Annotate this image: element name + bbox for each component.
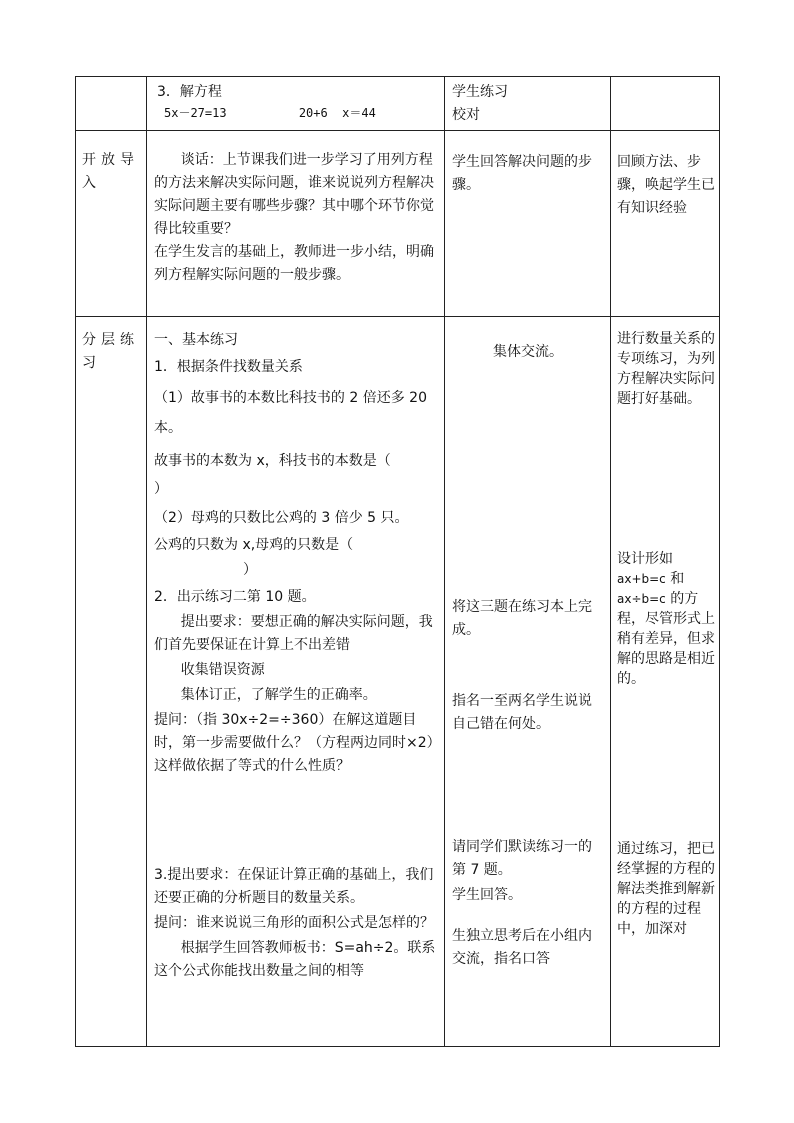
formula-ax-div-b: ax÷b=c xyxy=(617,592,666,606)
student-read: 请同学们默读练习一的第 7 题。 xyxy=(452,839,592,878)
exercise-3-requirement: 3.提出要求：在保证计算正确的基础上，我们还要正确的分析题目的数量关系。 xyxy=(154,867,434,906)
exercise-1-item-2: （2）母鸡的只数比公鸡的 3 倍少 5 只。 xyxy=(154,510,409,526)
student-cell xyxy=(445,317,611,1047)
content-cell xyxy=(147,77,445,131)
exercise-2-collect-errors: 收集错误资源 xyxy=(154,662,265,678)
section-heading: 一、基本练习 xyxy=(154,332,238,348)
content-title: 3．解方程 xyxy=(157,84,222,100)
stage-title: 开放导入 xyxy=(82,152,139,191)
intro-paragraph-1: 谈话：上节课我们进一步学习了用列方程的方法来解决实际问题，谁来说说列方程解决实际问题主要有哪些步骤？其中哪个环节你觉得比较重要？ xyxy=(154,152,434,237)
intent-forms-lead: 设计形如 xyxy=(617,551,673,567)
stage-title: 分层练习 xyxy=(82,332,139,371)
content-cell xyxy=(147,131,445,317)
content-cell xyxy=(147,317,498,1047)
student-practice: 将这三题在练习本上完成。 xyxy=(452,599,592,638)
formula-ax-plus-b: ax+b=c xyxy=(617,572,666,586)
exercise-2-question: 提问：（指 30x÷2=÷360）在解这道题目时，第一步需要做什么？（方程两边同时×2）这样做依据了等式的什么性质？ xyxy=(154,712,434,774)
student-group-discussion: 生独立思考后在小组内交流，指名口答 xyxy=(452,928,592,967)
exercise-3-board: 根据学生回答教师板书：S=ah÷2。联系这个公式你能找出数量之间的相等 xyxy=(154,940,436,979)
exercise-3-question: 提问：谁来说说三角形的面积公式是怎样的？ xyxy=(154,915,434,931)
student-cell xyxy=(445,131,611,317)
intro-paragraph-2: 在学生发言的基础上，教师进一步小结，明确列方程解实际问题的一般步骤。 xyxy=(154,244,434,283)
intent-forms-rest: 的方程，尽管形式上稍有差异，但求解的思路是相近的。 xyxy=(617,591,715,687)
exercise-2-requirement: 提出要求：要想正确的解决实际问题，我们首先要保证在计算上不出差错 xyxy=(154,614,433,653)
student-explain-errors: 指名一至两名学生说说自己错在何处。 xyxy=(452,693,592,732)
intent-cell xyxy=(611,317,720,1047)
student-answer: 学生回答。 xyxy=(452,887,522,903)
student-activity-line1: 学生练习 xyxy=(452,84,508,100)
exercise-1-item-2-answer: 公鸡的只数为 x,母鸡的只数是（ xyxy=(154,537,354,553)
exercise-1-item-1: （1）故事书的本数比科技书的 2 倍还多 20 本。 xyxy=(154,390,432,436)
student-activity: 学生回答解决问题的步骤。 xyxy=(452,154,592,193)
intent-forms-and: 和 xyxy=(665,571,685,587)
exercise-1-item-2-answer-close: ） xyxy=(154,562,258,578)
intent-transfer: 通过练习，把已经掌握的方程的解法类推到解新的方程的过程中，加深对 xyxy=(617,841,715,937)
exercise-1-item-1-answer: 故事书的本数为 x，科技书的本数是（ ） xyxy=(154,453,498,497)
student-cell xyxy=(445,77,611,131)
student-activity-line2: 校对 xyxy=(452,107,480,123)
stage-cell xyxy=(76,131,147,317)
intent-quantity-relations: 进行数量关系的专项练习，为列方程解决实际问题打好基础。 xyxy=(617,331,715,407)
intent-cell xyxy=(611,131,720,317)
table-row-equations xyxy=(76,77,720,131)
table-row-introduction xyxy=(76,131,720,317)
intent-cell-empty xyxy=(611,77,720,131)
exercise-2-title: 2．出示练习二第 10 题。 xyxy=(154,589,316,605)
intent-equation-forms xyxy=(617,549,715,689)
table-row-layered-practice xyxy=(76,317,720,1047)
student-exchange: 集体交流。 xyxy=(493,344,563,360)
exercise-2-correction: 集体订正，了解学生的正确率。 xyxy=(154,687,377,703)
stage-cell-empty xyxy=(76,77,147,131)
equations-line: 5x－27=13 20+6 x＝44 xyxy=(164,106,376,120)
stage-cell xyxy=(76,317,147,1047)
lesson-plan-table xyxy=(75,76,720,1047)
design-intent: 回顾方法、步骤，唤起学生已有知识经验 xyxy=(617,154,715,216)
exercise-1-title: 1．根据条件找数量关系 xyxy=(154,359,303,375)
